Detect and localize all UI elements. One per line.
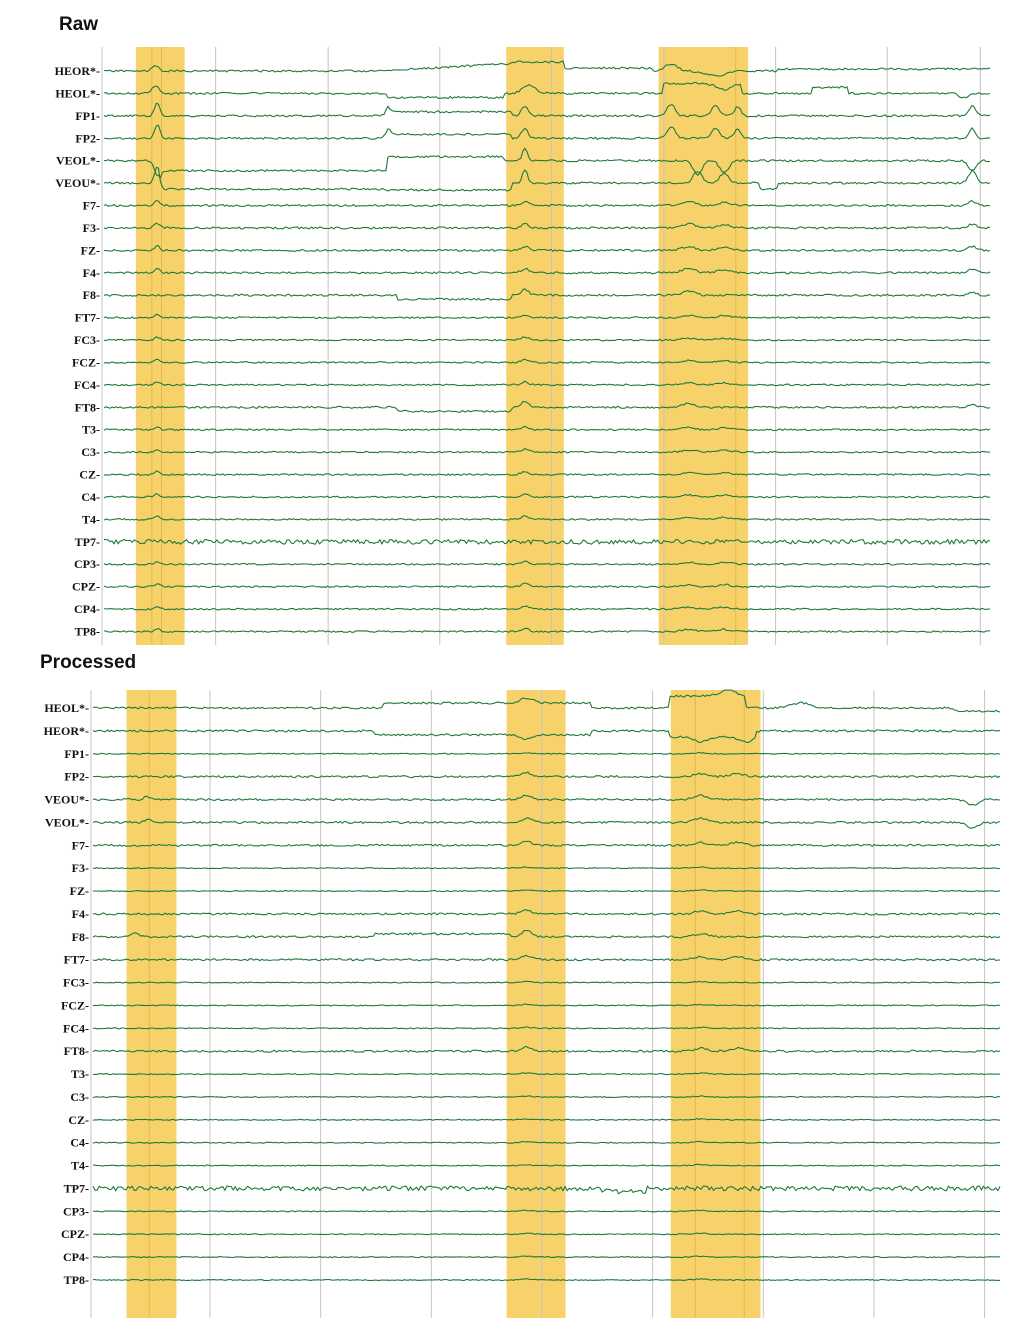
channel-label: FT7- <box>63 952 89 967</box>
channel-label: CPZ- <box>61 1227 89 1242</box>
channel-label: VEOL*- <box>44 815 89 830</box>
channel-label: F4- <box>82 265 100 280</box>
channel-label: T3- <box>82 422 100 437</box>
channel-label: CZ- <box>68 1112 89 1127</box>
channel-label: F3- <box>71 861 89 876</box>
channel-label: FP1- <box>64 746 89 761</box>
highlight-window-3 <box>671 690 761 1318</box>
channel-label: FP2- <box>75 131 100 146</box>
channel-label: VEOU*- <box>44 792 89 807</box>
channel-label: C3- <box>81 445 100 460</box>
channel-label: FZ- <box>80 243 100 258</box>
channel-label: FC3- <box>63 975 89 990</box>
channel-label: FP1- <box>75 108 100 123</box>
channel-label: TP8- <box>74 624 100 639</box>
channel-label: CZ- <box>79 467 100 482</box>
channel-label: CP4- <box>63 1250 89 1265</box>
channel-label: FT8- <box>63 1044 89 1059</box>
channel-label: F8- <box>71 929 89 944</box>
channel-label: FT7- <box>74 310 100 325</box>
channel-label: FC4- <box>63 1021 89 1036</box>
channel-label: HEOL*- <box>55 86 100 101</box>
channel-label: FP2- <box>64 769 89 784</box>
channel-label: FC3- <box>74 333 100 348</box>
channel-label: FCZ- <box>61 998 89 1013</box>
channel-label: HEOL*- <box>44 701 89 715</box>
highlight-window-1 <box>136 47 185 645</box>
channel-label: VEOU*- <box>55 176 100 191</box>
channel-label: C3- <box>70 1089 89 1104</box>
channel-label: FC4- <box>74 377 100 392</box>
channel-label: T3- <box>71 1067 89 1082</box>
highlight-window-1 <box>127 690 177 1318</box>
channel-label: F3- <box>82 220 100 235</box>
channel-label: FCZ- <box>72 355 100 370</box>
channel-label: C4- <box>81 489 100 504</box>
channel-label: C4- <box>70 1135 89 1150</box>
channel-label: T4- <box>71 1158 89 1173</box>
channel-label: HEOR*- <box>54 64 100 78</box>
channel-label: T4- <box>82 512 100 527</box>
channel-label: VEOL*- <box>55 153 100 168</box>
channel-label: TP7- <box>63 1181 89 1196</box>
channel-label: HEOR*- <box>43 723 89 738</box>
channel-label: FT8- <box>74 400 100 415</box>
highlight-window-3 <box>659 47 748 645</box>
channel-label: TP7- <box>74 534 100 549</box>
channel-label: CP3- <box>63 1204 89 1219</box>
channel-label: F4- <box>71 906 89 921</box>
channel-label: CP3- <box>74 557 100 572</box>
channel-label: F7- <box>82 198 100 213</box>
channel-label: F7- <box>71 838 89 853</box>
highlight-window-2 <box>506 47 564 645</box>
raw-eeg-chart <box>0 40 1024 650</box>
channel-label: CP4- <box>74 602 100 617</box>
channel-label: F8- <box>82 288 100 303</box>
processed-panel-title: Processed <box>40 652 137 673</box>
highlight-window-2 <box>507 690 566 1318</box>
channel-label: FZ- <box>69 884 89 899</box>
processed-eeg-chart <box>0 684 1024 1324</box>
raw-panel-title: Raw <box>59 14 99 35</box>
channel-label: CPZ- <box>72 579 100 594</box>
channel-label: TP8- <box>63 1273 89 1287</box>
